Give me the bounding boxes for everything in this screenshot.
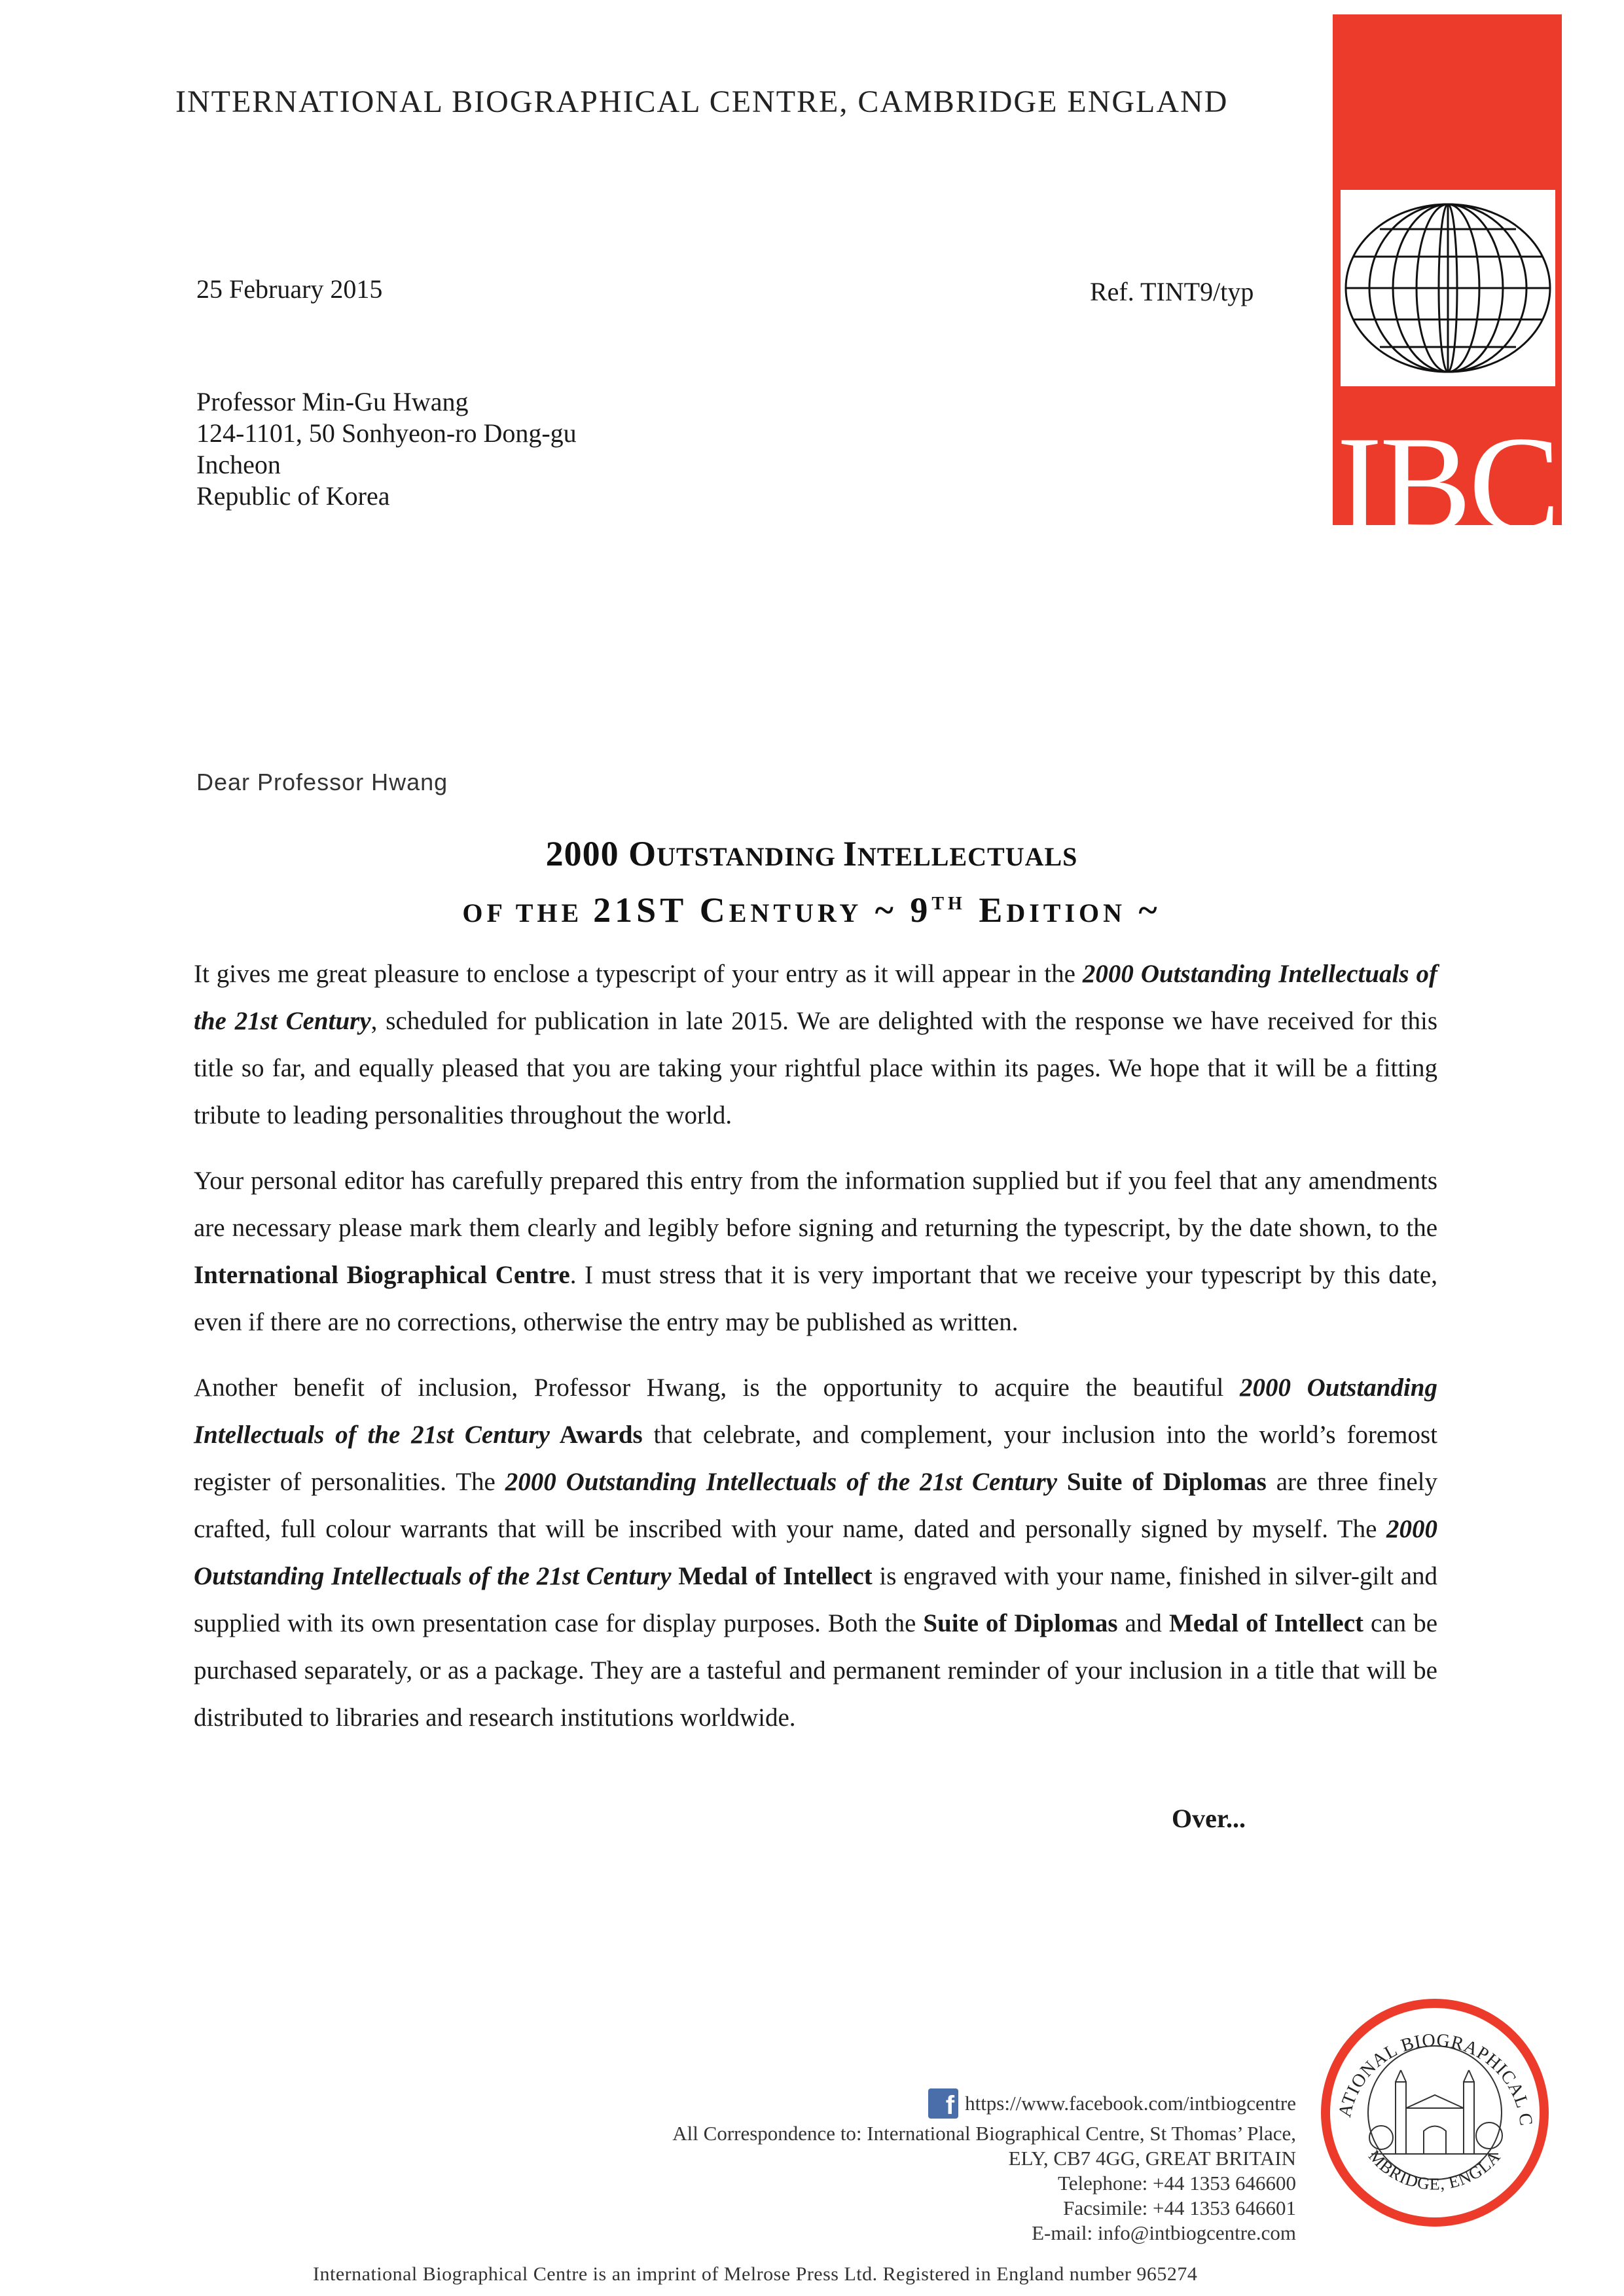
reference-number: Ref. TINT9/typ (1090, 277, 1254, 306)
address-line: Professor Min-Gu Hwang (196, 387, 469, 416)
seal-top-text: ATIONAL BIOGRAPHICAL C (1334, 2030, 1536, 2128)
footer-fax: Facsimile: +44 1353 646601 (1063, 2196, 1296, 2219)
address-line: 124-1101, 50 Sonhyeon-ro Dong-gu (196, 418, 577, 448)
facebook-icon[interactable]: f (928, 2088, 958, 2119)
title-line-1: 2000 OUTSTANDING INTELLECTUALS (545, 834, 1078, 873)
recipient-address (196, 386, 577, 512)
ibc-seal (1319, 1997, 1551, 2229)
ibc-logo-text: IBC (1336, 409, 1559, 560)
letter-body (194, 951, 1437, 1760)
globe-icon (1341, 190, 1555, 386)
footer-line: All Correspondence to: International Biographical Centre, St Thomas’ Place, (672, 2122, 1296, 2145)
paragraph-3: Another benefit of inclusion, Professor Hwang, is the opportunity to acquire the beautiful 2000 Outstanding Intellectuals of the 21st Century Awards that celebrate, and complement, your inclusion into the world’s foremost register of personalities. The 2000 Outstanding Intellectuals of the 21st Century Suite of Diplomas are three finely crafted, full colour warrants that will be inscribed with your name, dated and personally signed by myself. The 2000 Outstanding Intellectuals of the 21st Century Medal of Intellect is engraved with your name, finished in silver-gilt and supplied with its own presentation case for display purposes. Both the Suite of Diplomas and Medal of Intellect can be purchased separately, or as a package. They are a tasteful and permanent reminder of your inclusion in a title that will be distributed to libraries and research institutions worldwide. (194, 1374, 1438, 1732)
org-header: INTERNATIONAL BIOGRAPHICAL CENTRE, CAMBRIDGE ENGLAND (175, 84, 1229, 119)
footer-email[interactable]: E-mail: info@intbiogcentre.com (1032, 2221, 1296, 2244)
over-note: Over... (1172, 1804, 1246, 1833)
letter-date: 25 February 2015 (196, 274, 383, 304)
footer-line: ELY, CB7 4GG, GREAT BRITAIN (1008, 2147, 1296, 2170)
correspondence-footer (301, 2088, 1296, 2246)
footer-phone: Telephone: +44 1353 646600 (1057, 2172, 1296, 2195)
paragraph-2: Your personal editor has carefully prepared this entry from the information supplied but if you feel that any amendments are necessary please mark them clearly and legibly before signing and returning the typescript, by the date shown, to the International Biographical Centre. I must stress that it is very important that we receive your typescript by this date, even if there are no corrections, otherwise the entry may be published as written. (194, 1167, 1437, 1336)
letter-title (196, 830, 1427, 937)
imprint-line: International Biographical Centre is an imprint of Melrose Press Ltd. Registered in England number 965274 (313, 2263, 1198, 2285)
address-line: Republic of Korea (196, 481, 390, 511)
seal-bottom-text: MBRIDGE, ENGLA (1364, 2146, 1505, 2194)
salutation: Dear Professor Hwang (196, 769, 448, 795)
facebook-row (301, 2088, 1296, 2119)
facebook-link[interactable]: https://www.facebook.com/intbiogcentre (965, 2092, 1296, 2115)
address-line: Incheon (196, 450, 281, 479)
paragraph-1: It gives me great pleasure to enclose a typescript of your entry as it will appear in the 2000 Outstanding Intellectuals of the 21st Century, scheduled for publication in late 2015. We are delighted with the response we have received for this title so far, and equally pleased that you are taking your rightful place within its pages. We hope that it will be a fitting tribute to leading personalities throughout the world. (194, 960, 1437, 1129)
title-line-2: OF THE 21ST CENTURY ~ 9TH EDITION ~ (462, 890, 1161, 930)
